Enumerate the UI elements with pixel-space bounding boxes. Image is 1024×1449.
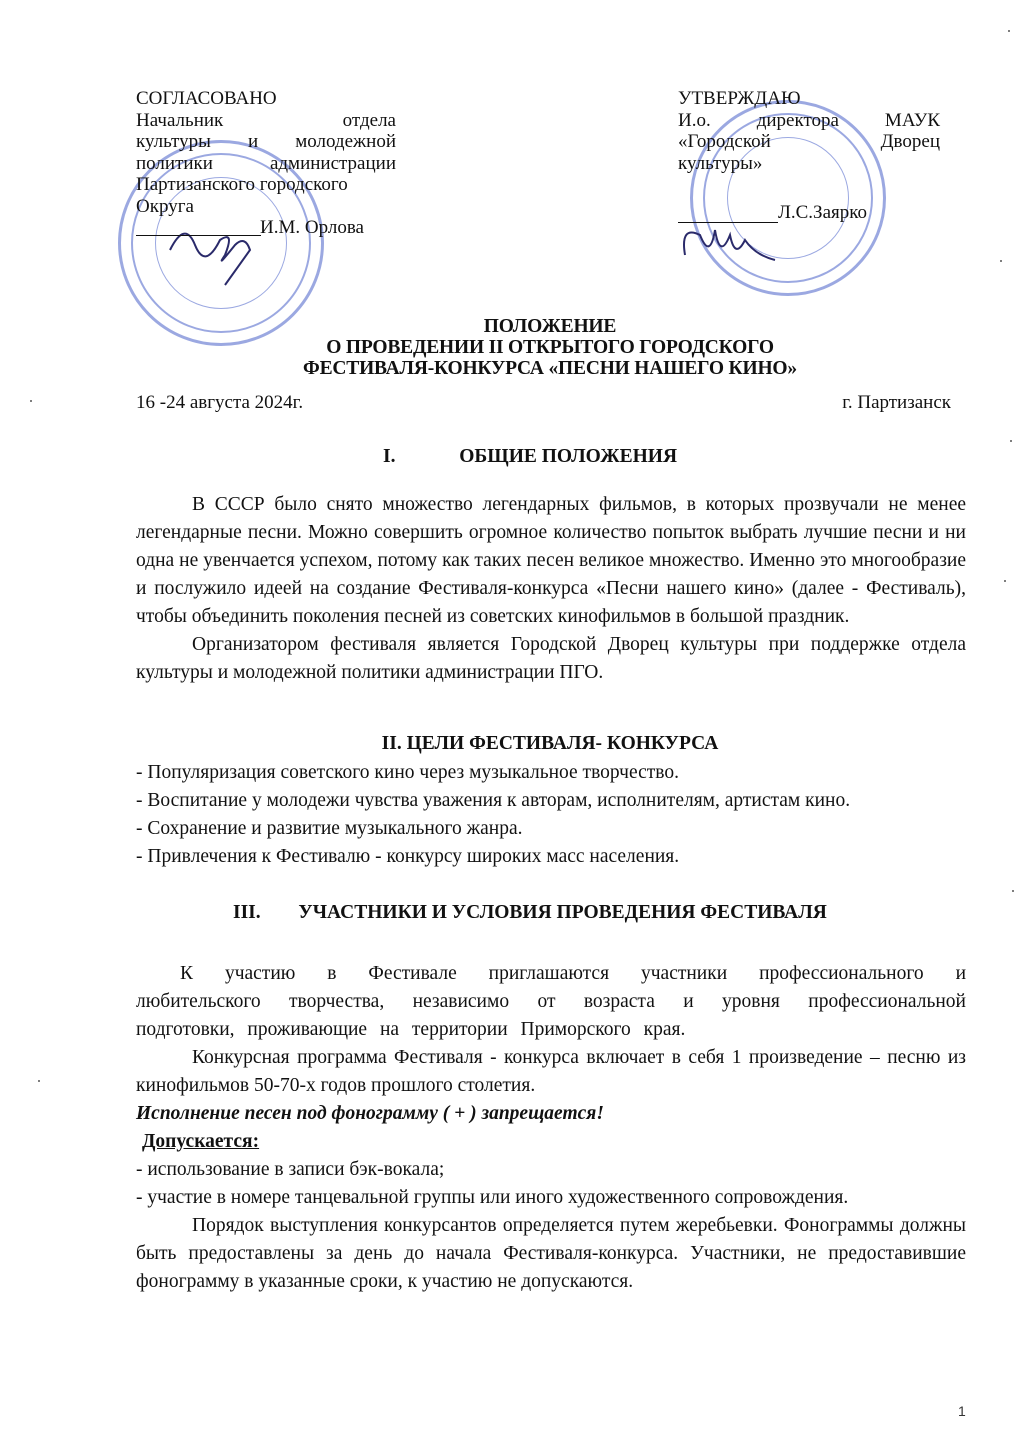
section-2-heading: II. ЦЕЛИ ФЕСТИВАЛЯ- КОНКУРСА bbox=[381, 733, 719, 754]
title-line-3: ФЕСТИВАЛЯ-КОНКУРСА «ПЕСНИ НАШЕГО КИНО» bbox=[303, 358, 797, 379]
section-2-list bbox=[136, 759, 976, 871]
scan-speck bbox=[1004, 580, 1006, 582]
scan-speck bbox=[38, 1080, 40, 1082]
signature-zayarko bbox=[675, 215, 785, 275]
event-dates: 16 -24 августа 2024г. bbox=[136, 392, 304, 413]
title-line-2: О ПРОВЕДЕНИИ II ОТКРЫТОГО ГОРОДСКОГО bbox=[326, 337, 774, 358]
section-3-paragraph-3: Порядок выступления конкурсантов определяется путем жеребьевки. Фонограммы должны быть предоставлены за день до начала Фестиваля-конкурса. Участники, не предоставившие фонограмму в указанные сроки, к участию не допускаются. bbox=[136, 1215, 966, 1292]
signature-line-right bbox=[678, 222, 778, 223]
scan-speck bbox=[1012, 890, 1014, 892]
section-1-title: ОБЩИЕ ПОЛОЖЕНИЯ bbox=[459, 446, 678, 467]
approval-right-signer: Л.С.Заярко bbox=[778, 202, 868, 223]
allowed-label: Допускается: bbox=[142, 1131, 260, 1152]
allowed-item: - использование в записи бэк-вокала; bbox=[136, 1159, 445, 1180]
section-1-paragraph-1: В СССР было снято множество легендарных фильмов, в которых прозвучали не менее легендарные песни. Можно совершить огромное количество попыток выбрать лучшие песни и ни одна не увенчается успехом, потому как таких песен великое множество. Именно это многообразие и послужило идеей на создание Фестиваля-конкурса «Песни нашего кино» (далее - Фестиваль), чтобы объединить поколения песней из советских кинофильмов в большой праздник. bbox=[136, 494, 966, 627]
goal-item: - Сохранение и развитие музыкального жанра. bbox=[136, 818, 523, 839]
approval-left-signer: И.М. Орлова bbox=[260, 217, 364, 238]
approval-left-line1a: Начальник bbox=[136, 109, 224, 131]
approval-left-line3: политики администрации bbox=[136, 152, 396, 174]
approval-block-left bbox=[136, 88, 396, 239]
event-city: г. Партизанск bbox=[842, 392, 951, 413]
approval-right-title: УТВЕРЖДАЮ bbox=[678, 88, 801, 109]
document-title bbox=[100, 316, 1000, 379]
section-3-title: УЧАСТНИКИ И УСЛОВИЯ ПРОВЕДЕНИЯ ФЕСТИВАЛЯ bbox=[298, 902, 827, 923]
date-place-row bbox=[136, 392, 951, 414]
page-number: 1 bbox=[958, 1403, 966, 1419]
signature-line-left bbox=[136, 235, 261, 236]
approval-left-line1b: отдела bbox=[342, 109, 396, 131]
approval-left-title: СОГЛАСОВАНО bbox=[136, 88, 277, 109]
scan-speck bbox=[1000, 260, 1002, 262]
section-3-body bbox=[136, 960, 966, 1296]
section-3-paragraph-1: К участию в Фестивале приглашаются участники профессионального и любительского творчества, независимо от возраста и уровня профессиональной подготовки, проживающие на территории Приморского края. bbox=[136, 963, 966, 1040]
scan-speck bbox=[30, 400, 32, 402]
section-1-paragraph-2: Организатором фестиваля является Городской Дворец культуры при поддержке отдела культуры и молодежной политики администрации ПГО. bbox=[136, 634, 966, 683]
goal-item: - Привлечения к Фестивалю - конкурсу широких масс населения. bbox=[136, 846, 680, 867]
goal-item: - Воспитание у молодежи чувства уважения к авторам, исполнителям, артистам кино. bbox=[136, 790, 851, 811]
approval-block-right bbox=[678, 88, 940, 224]
approval-right-line1: И.о. директора МАУК bbox=[678, 109, 940, 131]
section-3-paragraph-2: Конкурсная программа Фестиваля - конкурса включает в себя 1 произведение – песню из кинофильмов 50-70-х годов прошлого столетия. bbox=[136, 1047, 966, 1096]
section-3-number: III. bbox=[233, 902, 261, 923]
approval-right-line2: «Городской Дворец bbox=[678, 131, 940, 152]
section-1-body bbox=[136, 491, 966, 687]
goal-item: - Популяризация советского кино через музыкальное творчество. bbox=[136, 762, 679, 783]
approval-right-line3: культуры» bbox=[678, 152, 763, 174]
allowed-item: - участие в номере танцевальной группы или иного художественного сопровождения. bbox=[136, 1187, 849, 1208]
scan-speck bbox=[1008, 30, 1010, 32]
section-1-heading bbox=[383, 446, 677, 468]
title-line-1: ПОЛОЖЕНИЕ bbox=[483, 316, 617, 337]
phonogram-warning: Исполнение песен под фонограмму ( + ) запрещается! bbox=[136, 1103, 604, 1124]
approval-left-line4: Партизанского городского bbox=[136, 174, 348, 195]
section-1-number: I. bbox=[383, 446, 396, 467]
approval-left-line5: Округа bbox=[136, 195, 194, 217]
scan-speck bbox=[1010, 440, 1012, 442]
approval-left-line2: культуры и молодежной bbox=[136, 131, 396, 152]
section-3-heading bbox=[233, 902, 827, 924]
